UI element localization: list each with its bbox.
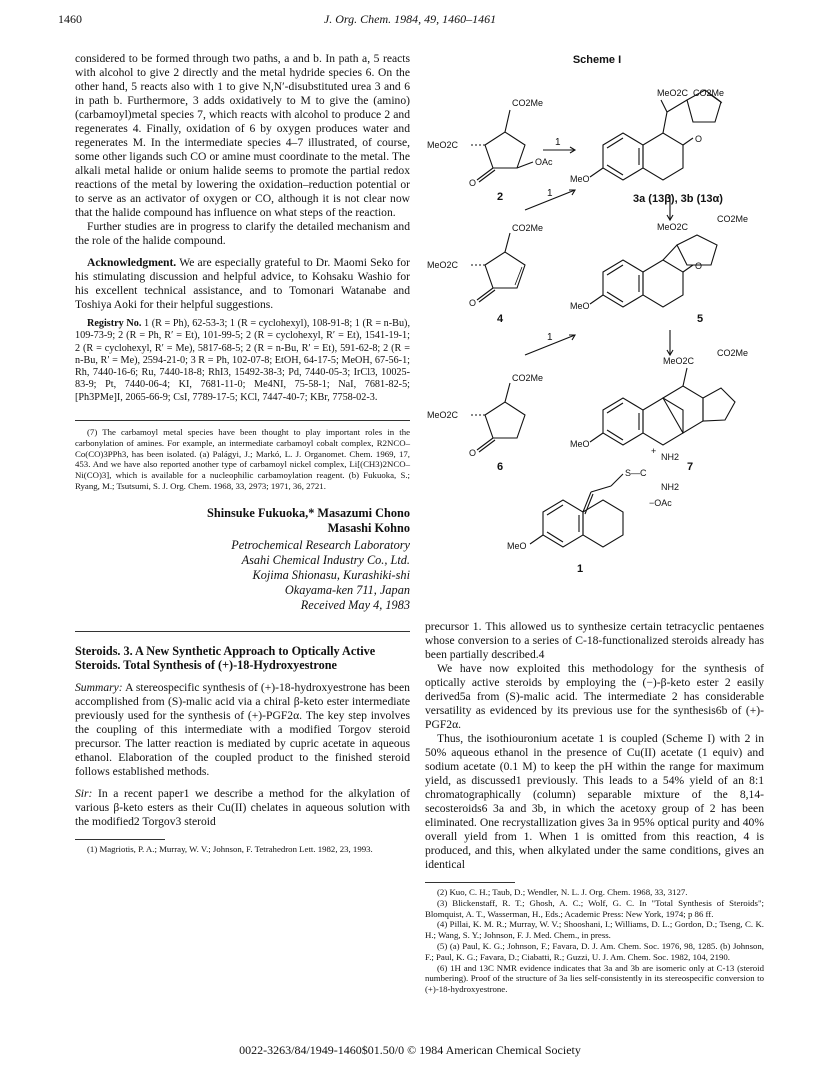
label-meo2c: MeO2C [657,222,689,232]
page-footer: 0022-3263/84/1949-1460$01.50/0 © 1984 American Chemical Society [239,1043,581,1057]
right-column [425,620,764,995]
compound-1-label: 1 [577,563,584,575]
label-nh2: NH2 [661,482,680,492]
footnote-1: (1) Magriotis, P. A.; Murray, W. V.; Johnson, F. Tetrahedron Lett. 1982, 23, 1993. [87,843,373,854]
affiliation-line: Asahi Chemical Industry Co., Ltd. [241,552,410,567]
compound-7-label: 7 [687,461,694,473]
label-meo2c: MeO2C [657,88,689,98]
footnote: (4) Pillai, K. M. R.; Murray, W. V.; Shooshani, I.; Williams, D. L.; Gordon, D.; Tseng, C. K. H.; Wang, S. Y.; Johnson, F. J. Med. Chem., in press. [425,919,764,941]
authors: Shinsuke Fukuoka,* Masazumi Chono [207,505,410,520]
label-meo2c: MeO2C [427,260,459,270]
label-plus: + [651,446,657,456]
sir-label: Sir: [75,786,93,800]
summary-body: A stereospecific synthesis of (+)-18-hydroxyestrone has been accomplished from (S)-malic acid via a chiral β-keto ester intermediate previously used for the synthesis of (+)-PGF2α. The key step involves the coupling of this intermediate with a modified Torgov steroid precursor. The latter reaction is mediated by cupric acetate in aqueous ethanol. Elaboration of the coupled product to the finished steroid follows established methods. [75,680,410,778]
arrow-label: 1 [555,137,561,148]
left-column [75,52,410,855]
acknowledgment-heading: Acknowledgment. [87,256,177,269]
affiliation-line: Petrochemical Research Laboratory [231,537,410,552]
label-oxo: O [695,261,703,271]
label-s-c: S—C [625,468,647,478]
article-title: Steroids. 3. A New Synthetic Approach to Optically Active Steroids. Total Synthesis of (+)-18-Hydroxyestrone [75,643,376,673]
compound-4-structure [469,233,525,302]
footnote-divider-right [425,882,515,883]
registry-numbers [75,318,410,404]
label-co2me: CO2Me [717,348,749,358]
footnote: (5) (a) Paul, K. G.; Johnson, F.; Favara, D. J. Am. Chem. Soc. 1976, 98, 1285. (b) Johnson, F.; Paul, K. G.; Favara, D.; Ciabatti, R.; Guzzi, U. J. Am. Chem. Soc. 1982, 104, 2190. [425,940,764,962]
label-acetate: −OAc [649,498,672,508]
label-co2me: CO2Me [512,98,544,108]
acknowledgment-paragraph [75,256,410,312]
footnote: (6) 1H and 13C NMR evidence indicates that 3a and 3b are isomeric only at C-13 (steroid numbering). Proof of the structure of 3a lies self-consistently in its stereospecific conversion to (+)-18-hydroxyestrone. [425,962,764,995]
label-co2me: CO2Me [512,223,544,233]
running-head: J. Org. Chem. 1984, 49, 1460–1461 [323,12,497,26]
registry-heading: Registry No. [87,318,142,329]
compound-5-label: 5 [697,313,704,325]
arrow-label: 1 [547,188,553,199]
compound-3-structure [590,88,725,180]
compound-5-structure [590,235,717,307]
label-meo: MeO [570,439,590,449]
footnote-7: (7) The carbamoyl metal species have been thought to play important roles in the carbonylation of amines. For example, an intermediate carbamoyl cobalt complex, R2NCO–Co(CO)3PPh3, has been isolated. (a) Palágyi, J.; Markó, L. J. Organomet. Chem. 1969, 17, 453. And we have also reported another type of carbamoyl nickel complex, Li[(CH3)2NCO–Ni(CO)3], which is available for a nucleophilic carbamoylation reagent. (b) Fukuoka, S.; Ryang, M.; Tsutsumi, S. J. Org. Chem. 1968, 33, 2973; 1971, 36, 2721. [75,427,410,492]
compound-7-structure [590,368,735,445]
label-oac: OAc [535,157,553,167]
footnote: (3) Blickenstaff, R. T.; Ghosh, A. C.; Wolf, G. C. In "Total Synthesis of Steroids"; Blomquist, A. T., Wasserman, H., Eds.; Academic Press: New York, 1974; p 86 ff. [425,897,764,919]
label-co2me: CO2Me [693,88,725,98]
footnote-divider-short [75,839,165,840]
label-meo2c: MeO2C [427,140,459,150]
compound-6-structure [469,383,525,452]
summary [75,681,410,779]
compound-4-label: 4 [497,313,504,325]
label-meo2c: MeO2C [427,410,459,420]
received-date: Received May 4, 1983 [300,597,410,612]
label-meo: MeO [507,541,527,551]
registry-body: 1 (R = Ph), 62-53-3; 1 (R = cyclohexyl), 108-91-8; 1 (R = n-Bu), 109-73-9; 2 (R = Ph, R′ = Et), 101-99-5; 2 (R = cyclohexyl, R′ = Et), 1541-19-1; 2 (R = cyclohexyl, R′ = Me), 5817-68-5; 2 (R = n-Bu, R′ = Et), 591-62-8; 2 (R = n-Bu, R′ = Me), 2594-21-0; 3 R = Ph, 102-07-8; EtOH, 64-17-5; MeOH, 67-56-1; Rh, 7440-16-6; Ru, 7440-18-8; RhI3, 15492-38-3; Pd, 7440-05-3; IrCl3, 10025-83-9; Pt, 7440-06-4; KI, 7681-11-0; Me4NI, 75-58-1; NaI, 7681-82-5; [Ph3PMe]I, 2065-66-9; CsI, 7789-17-5; KCl, 7447-40-7; KBr, 7758-02-3. [75,318,410,403]
label-meo: MeO [570,301,590,311]
authors-line-2: Masashi Kohno [327,520,410,535]
compound-2-label: 2 [497,191,504,203]
right-paragraph-2: We have now exploited this methodology for the synthesis of optically active steroids by employing the (−)-β-keto ester 2 easily derived5a from (S)-malic acid. The intermediate 2 has considerable versatility as evidenced by its previous use for the synthesis6b of (+)-PGF2α. [425,662,764,731]
affiliation-line: Okayama-ken 711, Japan [284,582,410,597]
compound-1-structure [530,474,623,547]
affiliation [75,538,410,613]
label-co2me: CO2Me [512,373,544,383]
label-oxo: O [469,178,477,188]
compound-6-label: 6 [497,461,504,473]
acknowledgment-body: We are especially grateful to Dr. Maomi Seko for his stimulating discussion and helpful advice, to Kohsaku Washio for his excellent technical assistance, and to Tomonari Watanabe and Toshiya Aoki for their helpful suggestions. [75,256,410,311]
label-oxo: O [469,448,477,458]
continued-paragraph: considered to be formed through two paths, a and b. In path a, 5 reacts with alcohol to give 2 directly and the metal hydride species 6. On the other hand, 5 reacts also with 1 to give N,N′-disubstituted urea 3 and 6 in path b. Furthermore, 3 adds oxidatively to M to give the (amino)(carbamoyl)metal species 7, which reacts with alcohol to produce 2 and regenerates 4. Finally, oxidation of 6 by oxygen produces water and regenerates M. In the intermediate species 4–7 illustrated, of course, some other ligands such CO or amine must coordinate to the metal. The alkali metal halide or onium halide seems to promote the partial redox reactions of the metal by lowering the oxidation–reduction potential or to serve as an activator of oxygen or CO, although it is not clear now that the halide compound has influence on what steps of the reaction. [75,52,410,219]
footnote: (2) Kuo, C. H.; Taub, D.; Wendler, N. L. J. Org. Chem. 1968, 33, 3127. [437,887,688,897]
scheme-title: Scheme I [572,54,622,66]
scheme-drawing [425,50,770,615]
scheme-i [425,50,770,615]
article-divider [75,631,410,632]
label-meo: MeO [570,174,590,184]
sir-body: In a recent paper1 we describe a method for the alkylation of various β-keto esters as their Cu(II) chelates in aqueous solution with the modified2 Torgov3 steroid [75,786,410,828]
further-studies-paragraph: Further studies are in progress to clarify the detailed mechanism and the role of the halide compound. [75,220,410,247]
page-number: 1460 [58,12,82,26]
affiliation-line: Kojima Shionasu, Kurashiki-shi [252,567,410,582]
label-nh2: NH2 [661,452,680,462]
compound-3-label: 3a (13β), 3b (13α) [633,193,723,205]
compound-2-structure [469,110,533,182]
label-oxo: O [695,134,703,144]
sir-paragraph [75,787,410,829]
label-meo2c: MeO2C [663,356,695,366]
right-paragraph-3: Thus, the isothiouronium acetate 1 is coupled (Scheme I) with 2 in 50% aqueous ethanol in the presence of Cu(II) acetate (1 equiv) and sodium acetate (0.1 M) to keep the pH within the range for maximum yield, as discussed1 previously. This leads to a 54% yield of an 8:1 chromatographically (column) separable mixture of the 8,14-secosteroids6 3a and 3b, in which the acetoxy group of 2 has been eliminated. One recrystallization gives 3a in 95% optical purity and 40% overall yield from 1. When 1 is omitted from this reaction, 4 is produced, and this, when alkylated under the same conditions, gives an identical [425,732,764,871]
summary-label: Summary: [75,680,123,694]
footnote-divider [75,420,410,421]
arrow-label: 1 [547,332,553,343]
right-paragraph-1: precursor 1. This allowed us to synthesize certain tetracyclic pentaenes whose conversion to a series of C-18-functionalized steroids already has been partially described.4 [425,620,764,661]
label-co2me: CO2Me [717,214,749,224]
label-oxo: O [469,298,477,308]
